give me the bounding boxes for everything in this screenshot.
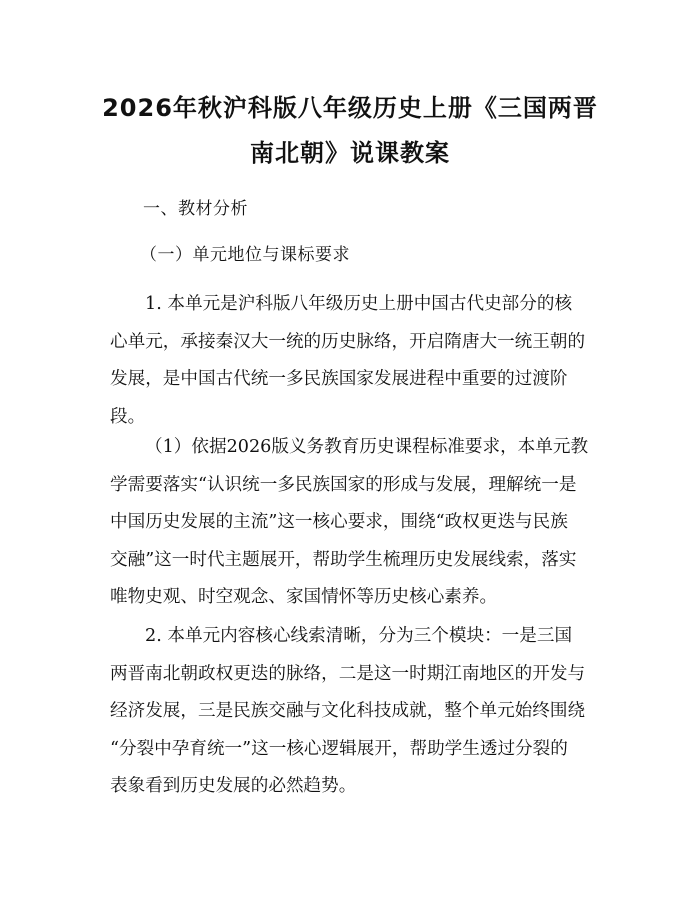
subsection-heading: （一）单元地位与课标要求 <box>140 245 350 265</box>
paragraph-line: 学需要落实“认识统一多民族国家的形成与发展，理解统一是 <box>110 474 577 495</box>
section-heading: 一、教材分析 <box>143 199 248 219</box>
paragraph-line: 表象看到历史发展的必然趋势。 <box>110 776 357 796</box>
paragraph-2 <box>110 429 592 617</box>
paragraph-line: 两晋南北朝政权更迭的脉络，二是这一时期江南地区的开发与 <box>110 663 586 684</box>
paragraph-line: 唯物史观、时空观念、家国情怀等历史核心素养。 <box>110 587 498 607</box>
paragraph-line: 经济发展，三是民族交融与文化科技成就，整个单元始终围绕 <box>110 701 586 721</box>
paragraph-line: 心单元，承接秦汉大一统的历史脉络，开启隋唐大一统王朝的 <box>110 331 586 352</box>
paragraph-line: 段。 <box>110 406 146 427</box>
paragraph-line: “分裂中孕育统一”这一核心逻辑展开，帮助学生透过分裂的 <box>110 738 568 759</box>
paragraph-line: 1. 本单元是沪科版八年级历史上册中国古代史部分的核 <box>145 294 573 314</box>
paragraph-line: 中国历史发展的主流”这一核心要求，围绕“政权更迭与民族 <box>110 512 568 532</box>
paragraph-line: 交融”这一时代主题展开，帮助学生梳理历史发展线索，落实 <box>110 549 577 570</box>
document-title-line-2: 南北朝》说课教案 <box>250 139 450 167</box>
document-title-line-1: 2026年秋沪科版八年级历史上册《三国两晋 <box>102 94 598 122</box>
paragraph-1 <box>110 286 592 436</box>
paragraph-line: （1）依据2026版义务教育历史课程标准要求，本单元教 <box>145 437 589 457</box>
paragraph-line: 2. 本单元内容核心线索清晰，分为三个模块：一是三国 <box>145 626 573 646</box>
paragraph-3 <box>110 618 592 806</box>
paragraph-line: 发展，是中国古代统一多民族国家发展进程中重要的过渡阶 <box>110 369 568 389</box>
